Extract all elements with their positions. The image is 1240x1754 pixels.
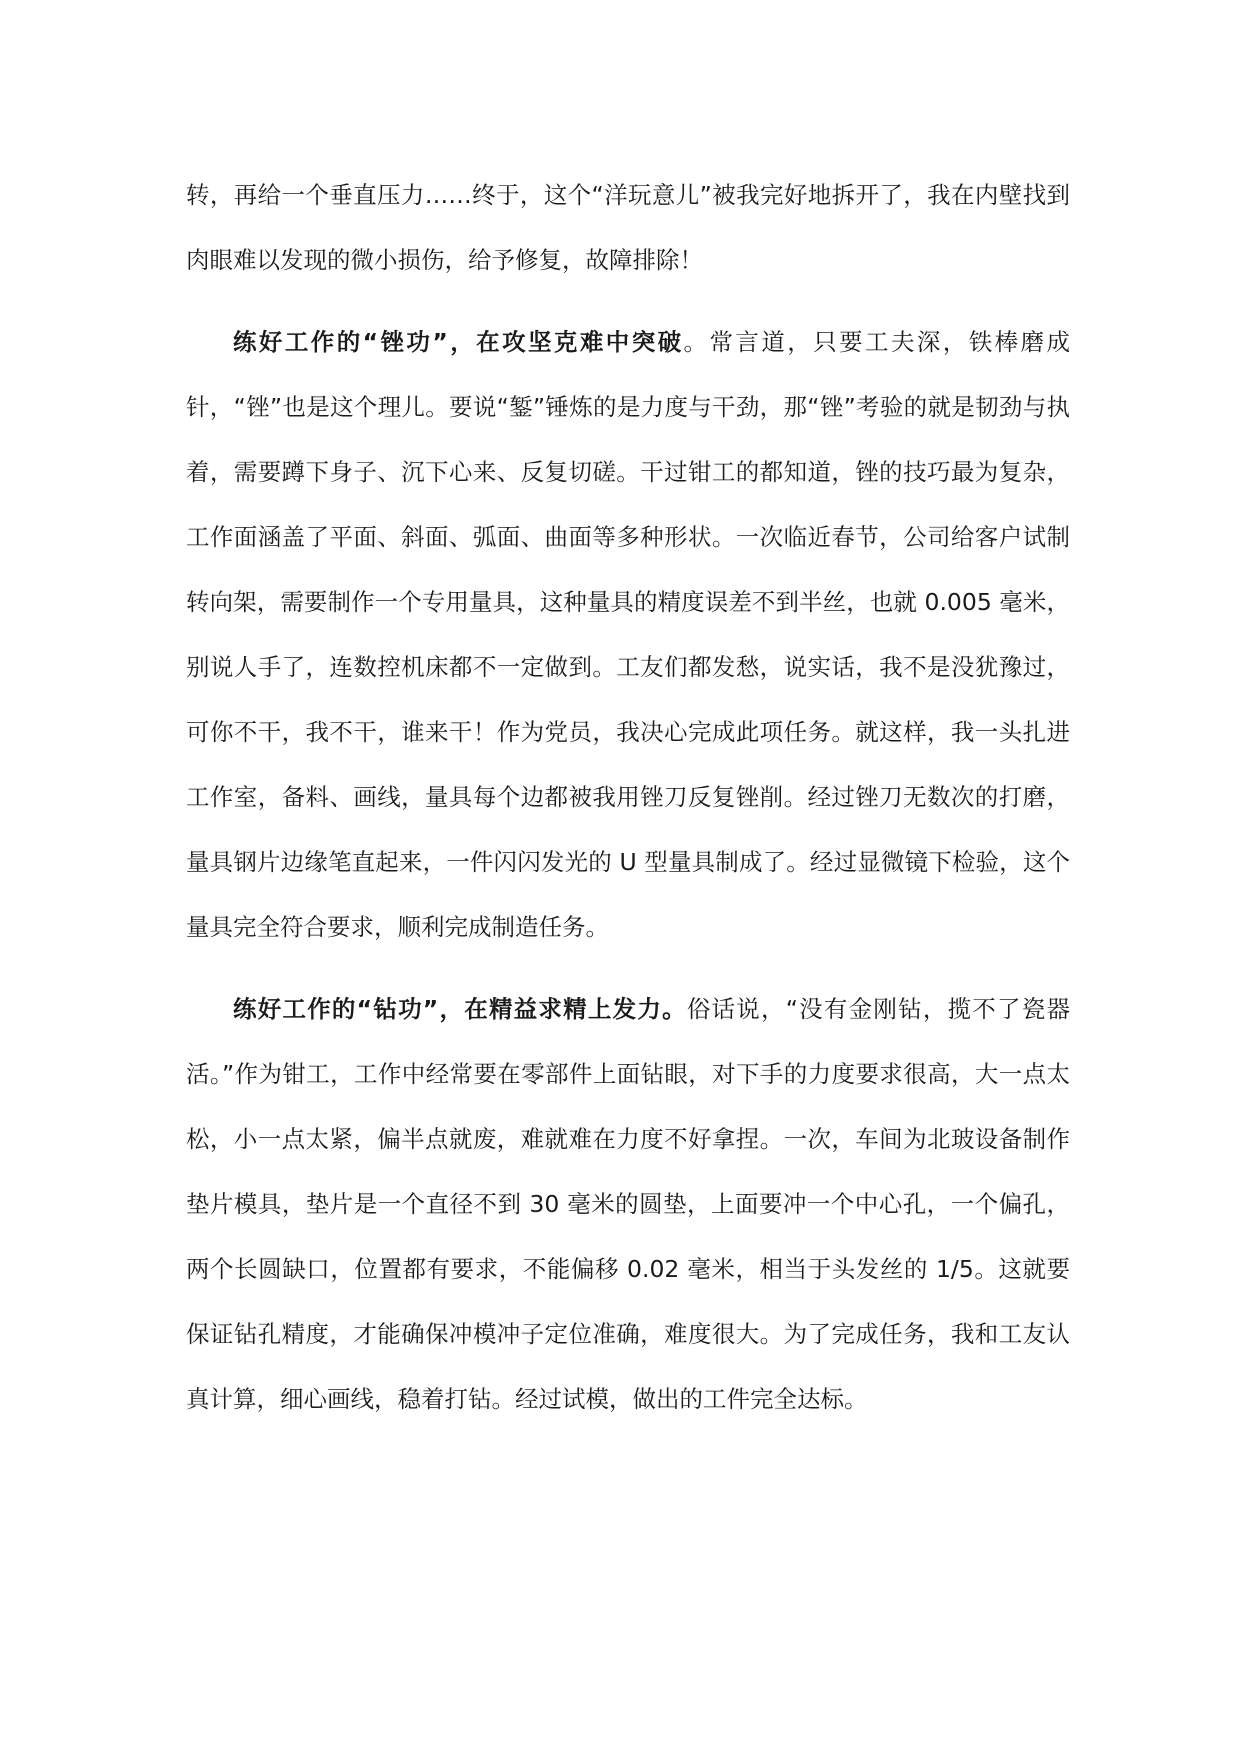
- paragraph-gap: [186, 960, 1070, 977]
- paragraph-text: 俗话说，“没有金刚钻，揽不了瓷器活。”作为钳工，工作中经常要在零部件上面钻眼，对下手的力度要求很高，大一点太松，小一点太紧，偏半点就废，难就难在力度不好拿捏。一次，车间为北玻设备制作垫片模具，垫片是一个直径不到 30 毫米的圆垫，上面要冲一个中心孔，一个偏孔，两个长圆缺口，位置都有要求，不能偏移 0.02 毫米，相当于头发丝的 1/5。这就要保证钻孔精度，才能确保冲模冲子定位准确，难度很大。为了完成任务，我和工友认真计算，细心画线，稳着打钻。经过试模，做出的工件完全达标。: [186, 995, 1070, 1413]
- paragraph-lead-heading: 练好工作的“钻功”，在精益求精上发力。: [233, 995, 687, 1023]
- paragraph-drill-skill: [186, 977, 1070, 1432]
- paragraph-file-skill: [186, 310, 1070, 960]
- paragraph-gap: [186, 293, 1070, 310]
- document-body: [186, 163, 1070, 1432]
- paragraph-lead-heading: 练好工作的“锉功”，在攻坚克难中突破: [233, 328, 684, 356]
- paragraph-text: 。常言道，只要工夫深，铁棒磨成针，“锉”也是这个理儿。要说“錾”锤炼的是力度与干劲，那“锉”考验的就是韧劲与执着，需要蹲下身子、沉下心来、反复切磋。干过钳工的都知道，锉的技巧最为复杂，工作面涵盖了平面、斜面、弧面、曲面等多种形状。一次临近春节，公司给客户试制转向架，需要制作一个专用量具，这种量具的精度误差不到半丝，也就 0.005 毫米，别说人手了，连数控机床都不一定做到。工友们都发愁，说实话，我不是没犹豫过，可你不干，我不干，谁来干！作为党员，我决心完成此项任务。就这样，我一头扎进工作室，备料、画线，量具每个边都被我用锉刀反复锉削。经过锉刀无数次的打磨，量具钢片边缘笔直起来，一件闪闪发光的 U 型量具制成了。经过显微镜下检验，这个量具完全符合要求，顺利完成制造任务。: [186, 328, 1071, 941]
- paragraph-continued: [186, 163, 1070, 293]
- paragraph-text: 转，再给一个垂直压力……终于，这个“洋玩意儿”被我完好地拆开了，我在内壁找到肉眼难以发现的微小损伤，给予修复，故障排除！: [186, 181, 1070, 274]
